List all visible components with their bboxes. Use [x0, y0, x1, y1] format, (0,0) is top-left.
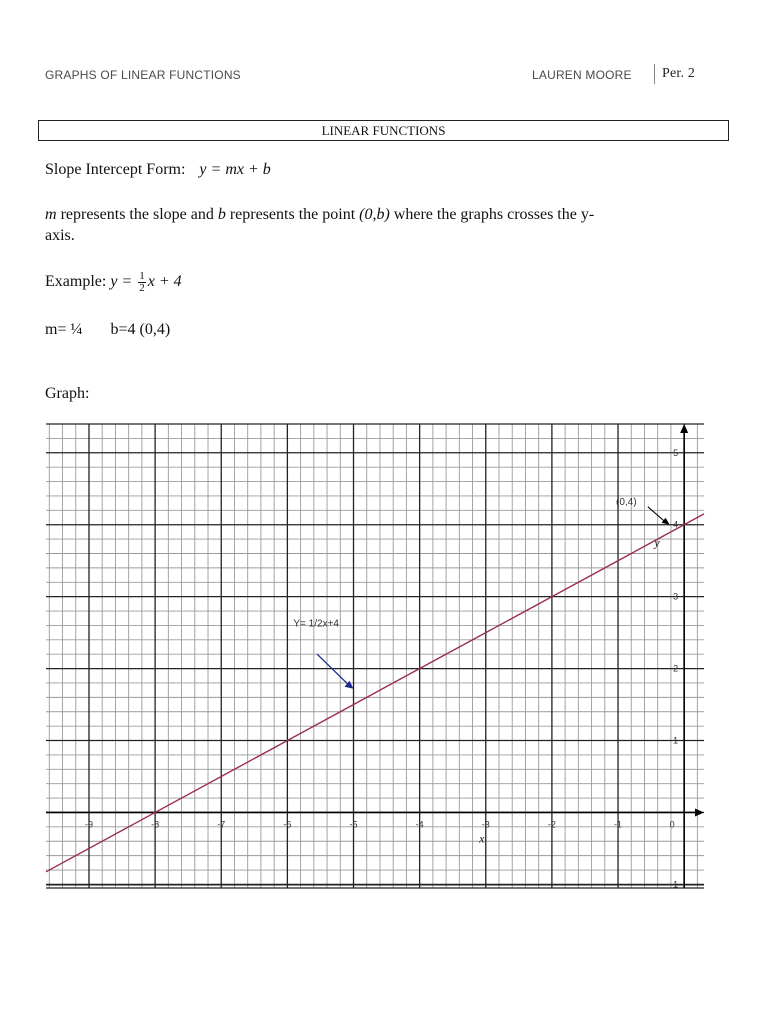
- header-title: GRAPHS OF LINEAR FUNCTIONS: [45, 68, 241, 82]
- point-annotation-arrow: [648, 507, 665, 521]
- x-axis-label: x: [479, 831, 485, 846]
- equation-annotation-arrow: [317, 654, 348, 684]
- values-line: [45, 321, 170, 339]
- x-tick-label: -1: [614, 819, 623, 830]
- explanation-m: m: [45, 206, 57, 223]
- y-tick-label: 1: [673, 735, 679, 746]
- explanation-b: b: [217, 206, 226, 223]
- example-lhs: y =: [110, 273, 133, 290]
- x-axis-arrow-icon: [695, 808, 704, 816]
- y-tick-label: 2: [673, 663, 679, 674]
- y-tick-label: 5: [673, 447, 679, 458]
- example-fraction-denominator: 2: [139, 281, 145, 294]
- y-tick-label: 3: [673, 591, 679, 602]
- header-separator: [654, 64, 655, 84]
- graph-label: Graph:: [45, 385, 90, 402]
- linear-function-graph: [44, 420, 706, 892]
- example-rhs: x + 4: [147, 273, 182, 290]
- explanation-line-2: axis.: [45, 227, 75, 244]
- header-period: Per. 2: [662, 66, 696, 81]
- y-axis-arrow-icon: [680, 424, 688, 433]
- equation-annotation: Y= 1/2x+4: [293, 618, 339, 630]
- slope-intercept-line: [45, 161, 271, 179]
- section-title: LINEAR FUNCTIONS: [38, 120, 729, 141]
- x-tick-label: -9: [84, 819, 93, 830]
- header-author: LAUREN MOORE: [532, 68, 632, 82]
- x-tick-label: 0: [669, 819, 675, 830]
- x-tick-label: -3: [481, 819, 490, 830]
- x-tick-label: -7: [217, 819, 226, 830]
- example-line: [45, 267, 182, 297]
- point-arrow-head-icon: [662, 518, 670, 525]
- y-tick-label: 4: [673, 519, 679, 530]
- example-fraction-numerator: 1: [139, 269, 145, 282]
- values-b: b=4 (0,4): [110, 321, 171, 338]
- y-tick-label: -1: [670, 879, 679, 890]
- explanation-part3: where the graphs crosses the y-: [389, 206, 595, 223]
- explanation-part1: represents the slope and: [56, 206, 218, 223]
- example-fraction: [138, 271, 146, 294]
- explanation-line-1: [45, 206, 594, 224]
- explanation-point: (0,b): [359, 206, 390, 223]
- explanation-part2: represents the point: [225, 206, 360, 223]
- slope-intercept-label: Slope Intercept Form:: [45, 161, 186, 178]
- slope-intercept-formula: y = mx + b: [199, 161, 271, 178]
- x-tick-label: -6: [283, 819, 292, 830]
- x-tick-label: -4: [415, 819, 424, 830]
- point-annotation: (0,4): [616, 497, 637, 509]
- values-m: m= ¼: [45, 321, 83, 338]
- x-tick-label: -5: [349, 819, 358, 830]
- x-tick-label: -2: [547, 819, 556, 830]
- x-tick-label: -8: [151, 819, 160, 830]
- y-axis-label: y: [654, 535, 660, 550]
- example-label: Example:: [45, 273, 107, 290]
